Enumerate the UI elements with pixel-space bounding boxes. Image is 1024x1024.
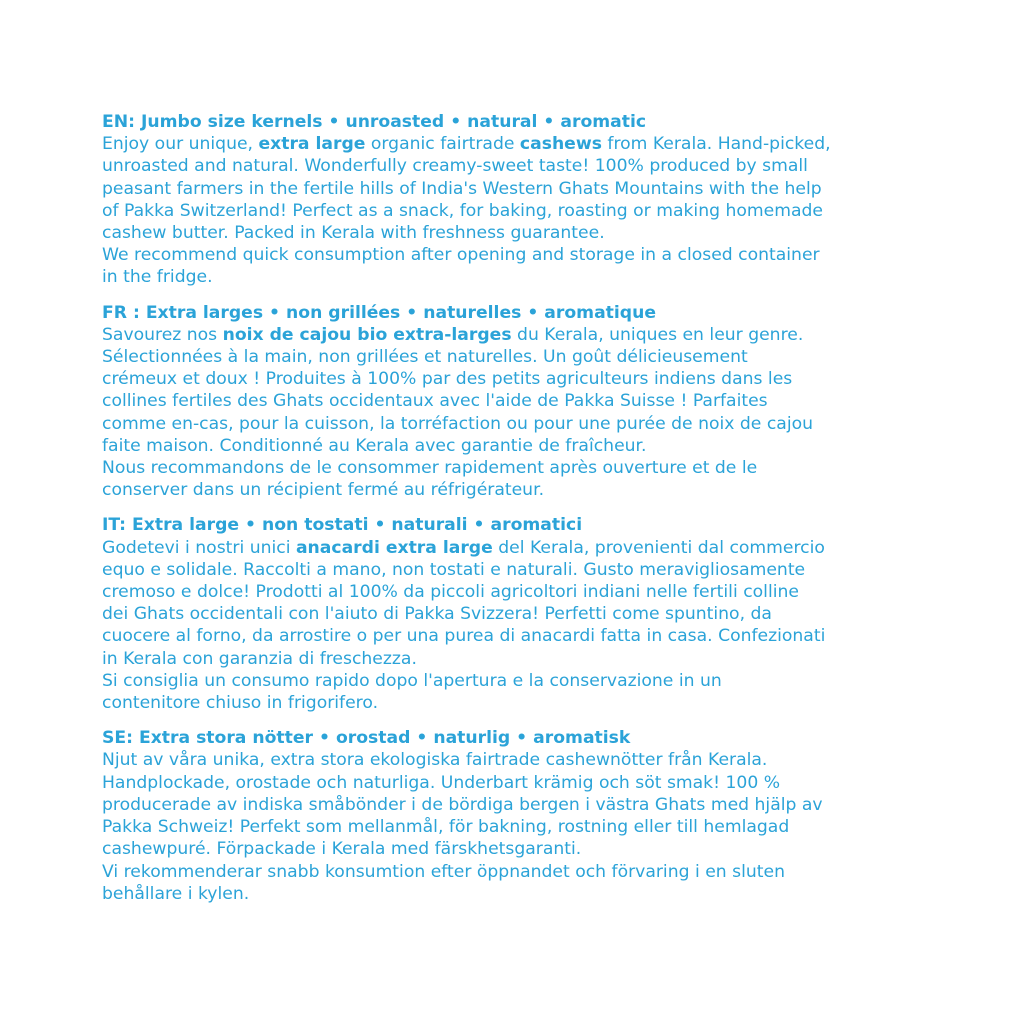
text-run: Sélectionnées à la main, non grillées et naturelles. Un goût délicieusement [102, 347, 748, 368]
text-run: comme en-cas, pour la cuisson, la torréfaction ou pour une purée de noix de cajou [102, 413, 814, 434]
text-run: behållare i kylen. [102, 883, 250, 904]
text-run: Si consiglia un consumo rapido dopo l'apertura e la conservazione in un [102, 670, 722, 691]
text-run: Godetevi i nostri unici [102, 537, 296, 558]
body-line [102, 133, 932, 155]
body-line [102, 648, 932, 670]
body-line [102, 222, 932, 244]
body-line [102, 413, 932, 435]
text-run: in the fridge. [102, 267, 213, 288]
text-run: Handplockade, orostade och naturliga. Underbart krämig och söt smak! 100 % [102, 772, 781, 793]
body-line [102, 772, 932, 794]
text-run: contenitore chiuso in frigorifero. [102, 693, 379, 714]
body-line [102, 603, 932, 625]
text-run: We recommend quick consumption after opening and storage in a closed container [102, 245, 820, 266]
text-run: in Kerala con garanzia di freschezza. [102, 648, 417, 669]
body-line [102, 200, 932, 222]
text-run: conserver dans un récipient fermé au réfrigérateur. [102, 480, 545, 501]
highlighted-term: noix de cajou bio extra-larges [222, 324, 512, 345]
text-run: unroasted and natural. Wonderfully creamy-sweet taste! 100% produced by small [102, 156, 808, 177]
text-run: Njut av våra unika, extra stora ekologiska fairtrade cashewnötter från Kerala. [102, 750, 768, 771]
label-text-block [102, 111, 932, 918]
highlighted-term: anacardi extra large [295, 537, 493, 558]
highlighted-term: extra large [258, 134, 366, 155]
text-run: equo e solidale. Raccolti a mano, non tostati e naturali. Gusto meravigliosamente [102, 559, 806, 580]
body-line [102, 581, 932, 603]
body-line [102, 435, 932, 457]
text-run: faite maison. Conditionné au Kerala avec garantie de fraîcheur. [102, 435, 647, 456]
body-line [102, 559, 932, 581]
body-line [102, 155, 932, 177]
body-line [102, 861, 932, 883]
section-heading: IT: Extra large • non tostati • naturali • aromatici [102, 515, 583, 536]
body-line [102, 178, 932, 200]
text-run: cashew butter. Packed in Kerala with freshness guarantee. [102, 223, 605, 244]
body-line [102, 457, 932, 479]
text-run: Pakka Schweiz! Perfekt som mellanmål, för bakning, rostning eller till hemlagad [102, 817, 790, 838]
section-heading: SE: Extra stora nötter • orostad • naturlig • aromatisk [102, 728, 631, 749]
section-heading: FR : Extra larges • non grillées • naturelles • aromatique [102, 302, 656, 323]
body-line [102, 537, 932, 559]
text-run: du Kerala, uniques en leur genre. [511, 324, 804, 345]
text-run: del Kerala, provenienti dal commercio [492, 537, 825, 558]
body-line [102, 794, 932, 816]
body-line [102, 816, 932, 838]
body-line [102, 479, 932, 501]
text-run: cuocere al forno, da arrostire o per una purea di anacardi fatta in casa. Confezionati [102, 626, 826, 647]
text-run: Enjoy our unique, [102, 134, 259, 155]
body-line [102, 670, 932, 692]
text-run: organic fairtrade [365, 134, 520, 155]
body-line [102, 324, 932, 346]
body-line [102, 346, 932, 368]
body-line [102, 368, 932, 390]
text-run: from Kerala. Hand-picked, [601, 134, 831, 155]
body-line [102, 244, 932, 266]
body-line [102, 266, 932, 288]
text-run: producerade av indiska småbönder i de bördiga bergen i västra Ghats med hjälp av [102, 794, 823, 815]
text-run: crémeux et doux ! Produites à 100% par des petits agriculteurs indiens dans les [102, 369, 793, 390]
body-line [102, 883, 932, 905]
highlighted-term: cashews [519, 134, 602, 155]
text-run: of Pakka Switzerland! Perfect as a snack, for baking, roasting or making homemade [102, 200, 823, 221]
section-it [102, 514, 932, 714]
section-en [102, 111, 932, 289]
body-line [102, 692, 932, 714]
section-heading: EN: Jumbo size kernels • unroasted • natural • aromatic [102, 112, 647, 132]
body-line [102, 838, 932, 860]
text-run: Nous recommandons de le consommer rapidement après ouverture et de le [102, 458, 758, 479]
text-run: Vi rekommenderar snabb konsumtion efter öppnandet och förvaring i en sluten [102, 861, 785, 882]
body-line [102, 625, 932, 647]
text-run: dei Ghats occidentali con l'aiuto di Pakka Svizzera! Perfetti come spuntino, da [102, 604, 772, 625]
text-run: peasant farmers in the fertile hills of India's Western Ghats Mountains with the help [102, 178, 822, 199]
body-line [102, 390, 932, 412]
text-run: cashewpuré. Förpackade i Kerala med färskhetsgaranti. [102, 839, 582, 860]
section-fr [102, 302, 932, 502]
text-run: cremoso e dolce! Prodotti al 100% da piccoli agricoltori indiani nelle fertili colline [102, 582, 799, 603]
text-run: collines fertiles des Ghats occidentaux avec l'aide de Pakka Suisse ! Parfaites [102, 391, 768, 412]
text-run: Savourez nos [102, 324, 223, 345]
section-se [102, 727, 932, 905]
body-line [102, 749, 932, 771]
